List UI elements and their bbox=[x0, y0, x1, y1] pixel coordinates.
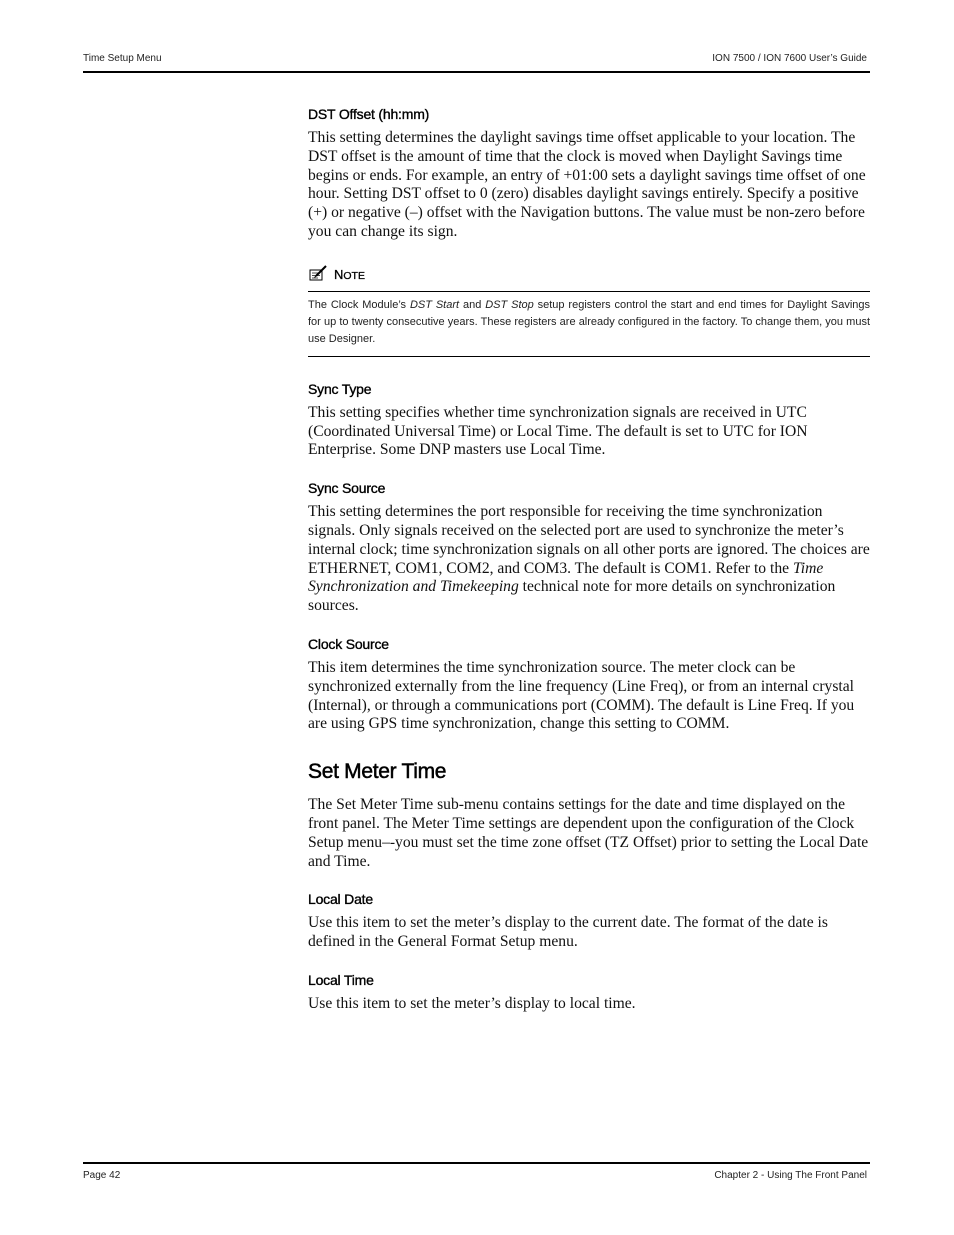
note-text-part: The Clock Module’s bbox=[308, 298, 410, 311]
sync-source-paragraph bbox=[308, 503, 870, 616]
sync-source-technote-title: Time Synchronization and Timekeeping bbox=[308, 559, 824, 596]
dst-offset-paragraph: This setting determines the daylight savings time offset applicable to your location. The DST offset is the amount of time that the clock is moved when Daylight Savings time begins or ends. For example, an entry of +01:00 sets a daylight savings time offset of one hour. Setting DST offset to 0 (zero) disables daylight savings entirely. Specify a positive (+) or negative (–) offset with the Navigation buttons. The value must be non-zero before you can change its sign. bbox=[308, 129, 866, 240]
note-title-rest: OTE bbox=[343, 269, 365, 282]
sync-type-paragraph: This setting specifies whether time synchronization signals are received in UTC (Coordinated Universal Time) or Local Time. The default is set to UTC for ION Enterprise. Some DNP masters use Local Time. bbox=[308, 403, 808, 459]
sync-type-heading: Sync Type bbox=[308, 380, 372, 397]
note-pencil-icon bbox=[308, 264, 330, 285]
sync-source-heading: Sync Source bbox=[308, 480, 386, 497]
header-guide-title: ION 7500 / ION 7600 User’s Guide bbox=[712, 53, 867, 64]
local-date-heading: Local Date bbox=[308, 891, 373, 908]
page-footer bbox=[83, 1162, 870, 1181]
local-time-paragraph: Use this item to set the meter’s display to local time. bbox=[308, 994, 636, 1012]
note-dst-start: DST Start bbox=[409, 298, 460, 311]
clock-source-heading: Clock Source bbox=[308, 635, 389, 652]
note-text-part: setup registers control the start and end times for Daylight Savings for up to twenty consecutive years. These registers are already configured in the factory. To change them, you must use Designer. bbox=[308, 298, 871, 345]
note-box bbox=[308, 264, 870, 357]
local-time-heading: Local Time bbox=[308, 971, 374, 988]
local-date-paragraph: Use this item to set the meter’s display to the current date. The format of the date is defined in the General Format Setup menu. bbox=[308, 914, 828, 951]
dst-offset-heading: DST Offset (hh:mm) bbox=[308, 106, 430, 122]
page-header bbox=[83, 53, 870, 73]
sync-source-text: technical note for more details on synchronization sources. bbox=[308, 578, 836, 615]
note-text-part: and bbox=[459, 298, 486, 311]
footer-page-number: Page 42 bbox=[83, 1170, 121, 1181]
note-title-initial: N bbox=[334, 266, 344, 282]
set-meter-time-heading: Set Meter Time bbox=[308, 760, 447, 784]
header-section-title: Time Setup Menu bbox=[83, 53, 162, 64]
sync-source-text: This setting determines the port responsible for receiving the time synchronization signals. Only signals received on the selected port are used to synchronize the meter’s internal clock; time synchronization signals on all other ports are ignored. The choices are ETHERNET, COM1, COM2, and COM3. The default is COM1. Refer to the bbox=[308, 503, 870, 577]
set-meter-time-paragraph: The Set Meter Time sub-menu contains settings for the date and time displayed on the front panel. The Meter Time settings are dependent upon the configuration of the Clock Setup menu–-you must set the time zone offset (TZ Offset) prior to setting the Local Date and Time. bbox=[308, 796, 869, 870]
footer-chapter-title: Chapter 2 - Using The Front Panel bbox=[714, 1170, 867, 1181]
clock-source-paragraph: This item determines the time synchronization source. The meter clock can be synchronized externally from the line frequency (Line Freq), or from an internal crystal (Internal), or through a communications port (COMM). The default is Line Freq. If you are using GPS time synchronization, change this setting to COMM. bbox=[308, 658, 855, 733]
note-dst-stop: DST Stop bbox=[485, 298, 534, 311]
note-title bbox=[308, 264, 870, 292]
note-paragraph bbox=[308, 292, 870, 357]
page-content bbox=[308, 106, 870, 1029]
